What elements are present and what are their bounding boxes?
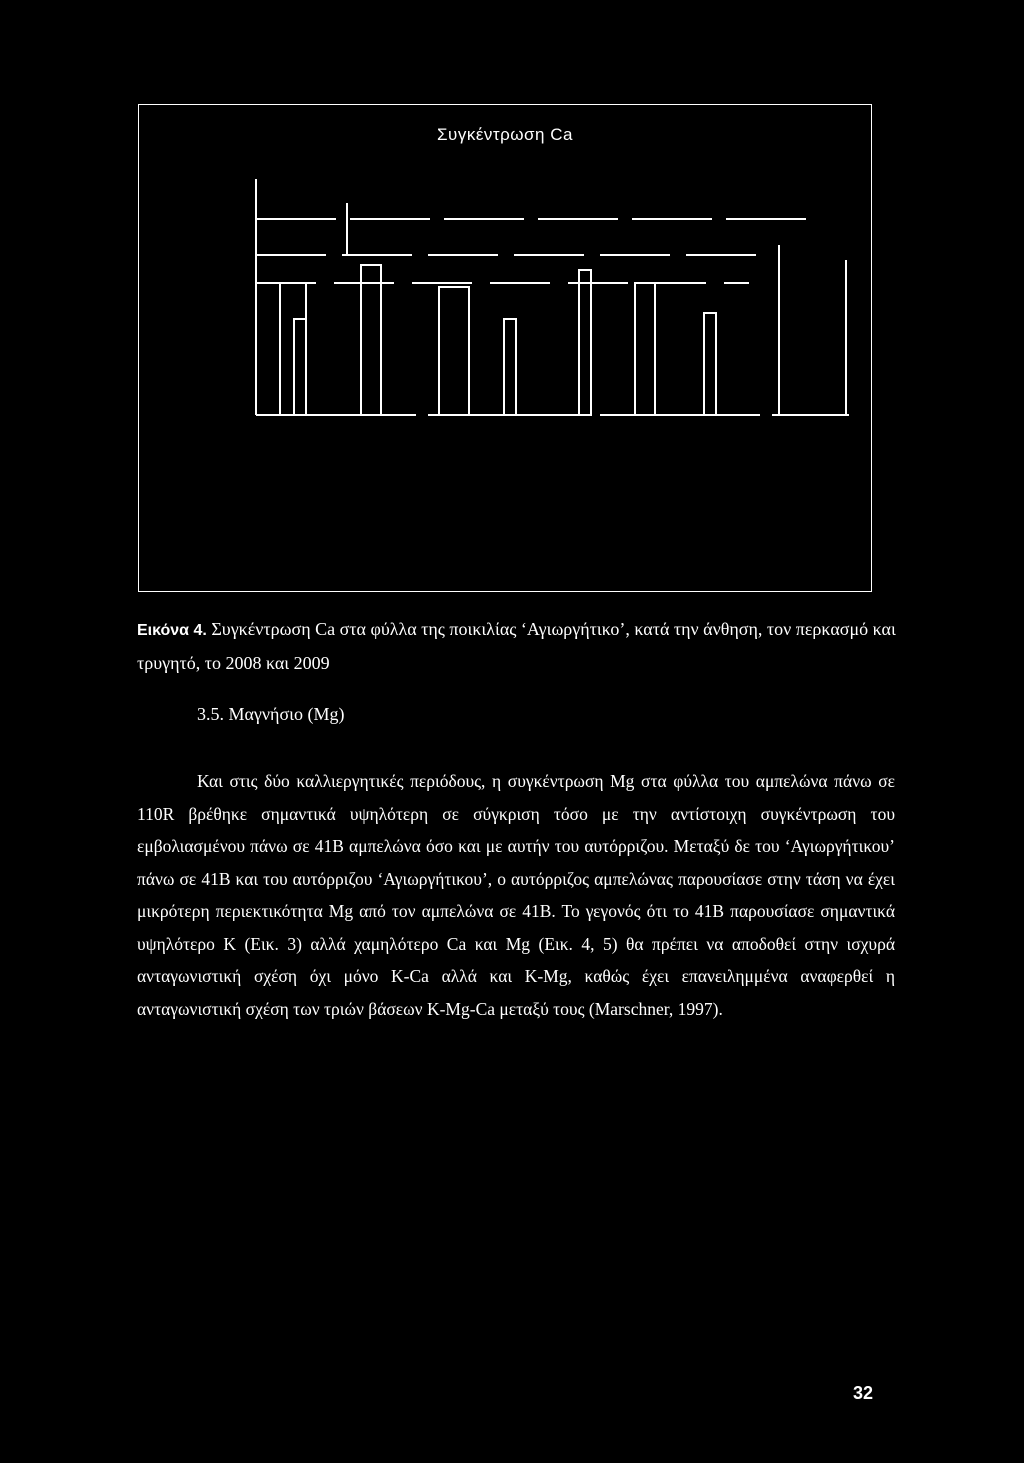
body-paragraph: Και στις δύο καλλιεργητικές περιόδους, η συγκέντρωση Mg στα φύλλα του αμπελώνα πάνω σε 110R βρέθηκε σημαντικά υψηλότερη σε σύγκριση τόσο με την αντίστοιχη συγκέντρωση του εμβολιασμένου πάνω σε 41Β αμπελώνα όσο και με αυτήν του αυτόρριζου. Μεταξύ δε του ‘Αγιωργήτικου’ πάνω σε 41Β και του αυτόρριζου ‘Αγιωργήτικου’, ο αυτόρριζος αμπελώνας παρουσίασε στην τάση να έχει μικρότερη περιεκτικότητα Mg από τον αμπελώνα σε 41Β. Το γεγονός ότι το 41Β παρουσίασε σημαντικά υψηλότερο Κ (Εικ. 3) αλλά χαμηλότερο Ca και Mg (Εικ. 4, 5) θα πρέπει να αποδοθεί στην ισχυρά ανταγωνιστική σχέση όχι μόνο K-Ca αλλά και K-Mg, καθώς έχει επανειλημμένα αναφερθεί η ανταγωνιστική σχέση των τριών βάσεων K-Mg-Ca μεταξύ τους (Marschner, 1997). bbox=[137, 771, 895, 1019]
chart-bar bbox=[361, 265, 381, 415]
chart-bar bbox=[579, 270, 591, 415]
chart-title: Συγκέντρωση Ca bbox=[437, 125, 573, 144]
chart-bar bbox=[635, 283, 655, 415]
page-number: 32 bbox=[853, 1383, 874, 1403]
chart-graphic bbox=[139, 105, 871, 591]
figure-caption bbox=[137, 613, 897, 679]
chart-bar bbox=[504, 319, 516, 415]
caption-text: Συγκέντρωση Ca στα φύλλα της ποικιλίας ‘Αγιωργήτικο’, κατά την άνθηση, τον περκασμό και τρυγητό, το 2008 και 2009 bbox=[137, 619, 896, 673]
chart-bar bbox=[294, 319, 306, 415]
caption-label: Εικόνα 4. bbox=[137, 622, 207, 639]
figure-frame bbox=[138, 104, 872, 592]
chart-bar bbox=[704, 313, 716, 415]
chart-bar bbox=[439, 287, 469, 415]
section-heading: 3.5. Μαγνήσιο (Mg) bbox=[197, 704, 345, 724]
